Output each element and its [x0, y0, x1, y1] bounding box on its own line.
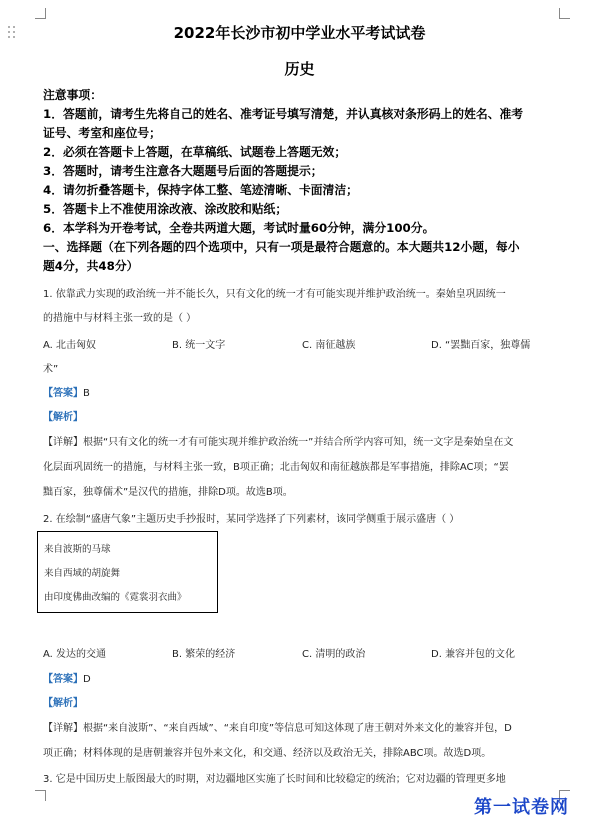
q2-detail: 项正确；材料体现的是唐朝兼容并包外来文化，和交通、经济以及政治无关，排除ABC项。故选D项。: [43, 748, 492, 759]
question-3-stem: 3. 它是中国历史上版图最大的时期，对边疆地区实施了长时间和比较稳定的统治；它对边疆的管理更多地: [43, 774, 506, 785]
notice-heading: 注意事项：: [43, 88, 102, 102]
question-2-stem: 2. 在绘制“盛唐气象”主题历史手抄报时，某同学选择了下列素材，该同学侧重于展示盛唐（ ）: [43, 514, 460, 525]
question-1-stem-cont: 的措施中与材料主张一致的是（ ）: [43, 313, 197, 324]
q2-option-d: D. 兼容并包的文化: [431, 649, 516, 660]
q1-option-c: C. 南征越族: [302, 340, 356, 351]
crop-mark-top-right: [559, 8, 570, 19]
notice-item: 证号、考室和座位号；: [43, 126, 161, 140]
section-heading: 一、选择题（在下列各题的四个选项中，只有一项是最符合题意的。本大题共12小题，每小: [43, 240, 520, 254]
q1-answer-value: B: [83, 388, 90, 399]
q2-answer: 【答案】D: [43, 674, 91, 685]
q2-material: 由印度佛曲改编的《霓裳羽衣曲》: [44, 592, 187, 603]
notice-item: 2．必须在答题卡上答题，在草稿纸、试题卷上答题无效；: [43, 145, 347, 159]
section-heading-cont: 题4分，共48分）: [43, 259, 139, 273]
notice-item: 5．答题卡上不准使用涂改液、涂改胶和贴纸；: [43, 202, 288, 216]
page-title: 2022年长沙市初中学业水平考试试卷: [173, 24, 426, 42]
q1-detail: 化层面巩固统一的措施，与材料主张一致，B项正确；北击匈奴和南征越族都是军事措施，排除AC项；“罢: [43, 462, 509, 473]
watermark-logo: 第一试卷网: [474, 797, 569, 818]
q2-answer-value: D: [83, 674, 91, 685]
q1-answer: 【答案】B: [43, 388, 90, 399]
q1-detail: 黜百家，独尊儒术”是汉代的措施，排除D项。故选B项。: [43, 487, 293, 498]
notice-item: 3．答题时，请考生注意各大题题号后面的答题提示；: [43, 164, 323, 178]
q1-option-a: A. 北击匈奴: [43, 340, 97, 351]
q2-option-b: B. 繁荣的经济: [172, 649, 236, 660]
crop-mark-bottom-left: [35, 790, 46, 801]
notice-item: 1．答题前，请考生先将自己的姓名、准考证号填写清楚，并认真核对条形码上的姓名、准考: [43, 107, 524, 121]
q1-option-b: B. 统一文字: [172, 340, 226, 351]
q1-detail: 【详解】根据“只有文化的统一才有可能实现并维护政治统一”并结合所学内容可知，统一文字是秦始皇在文: [43, 437, 514, 448]
q1-analysis-label: 【解析】: [43, 412, 83, 423]
q1-option-d-cont: 术”: [43, 364, 59, 375]
question-1-stem: 1. 依靠武力实现的政治统一并不能长久，只有文化的统一才有可能实现并维护政治统一。秦始皇巩固统一: [43, 289, 506, 300]
notice-item: 6．本学科为开卷考试，全卷共两道大题，考试时量60分钟，满分100分。: [43, 221, 435, 235]
q2-detail: 【详解】根据“来自波斯”、“来自西域”、“来自印度”等信息可知这体现了唐王朝对外来文化的兼容并包，D: [43, 723, 512, 734]
q2-option-a: A. 发达的交通: [43, 649, 107, 660]
notice-item: 4．请勿折叠答题卡，保持字体工整、笔迹清晰、卡面清洁；: [43, 183, 358, 197]
crop-mark-top-left: [35, 8, 46, 19]
q2-option-c: C. 清明的政治: [302, 649, 366, 660]
q2-analysis-label: 【解析】: [43, 698, 83, 709]
q2-material-box: [37, 531, 218, 613]
q1-option-d: D. “罢黜百家，独尊儒: [431, 340, 531, 351]
subject-title: 历史: [284, 60, 315, 78]
q2-material: 来自波斯的马球: [44, 544, 111, 555]
q2-material: 来自西域的胡旋舞: [44, 568, 121, 579]
